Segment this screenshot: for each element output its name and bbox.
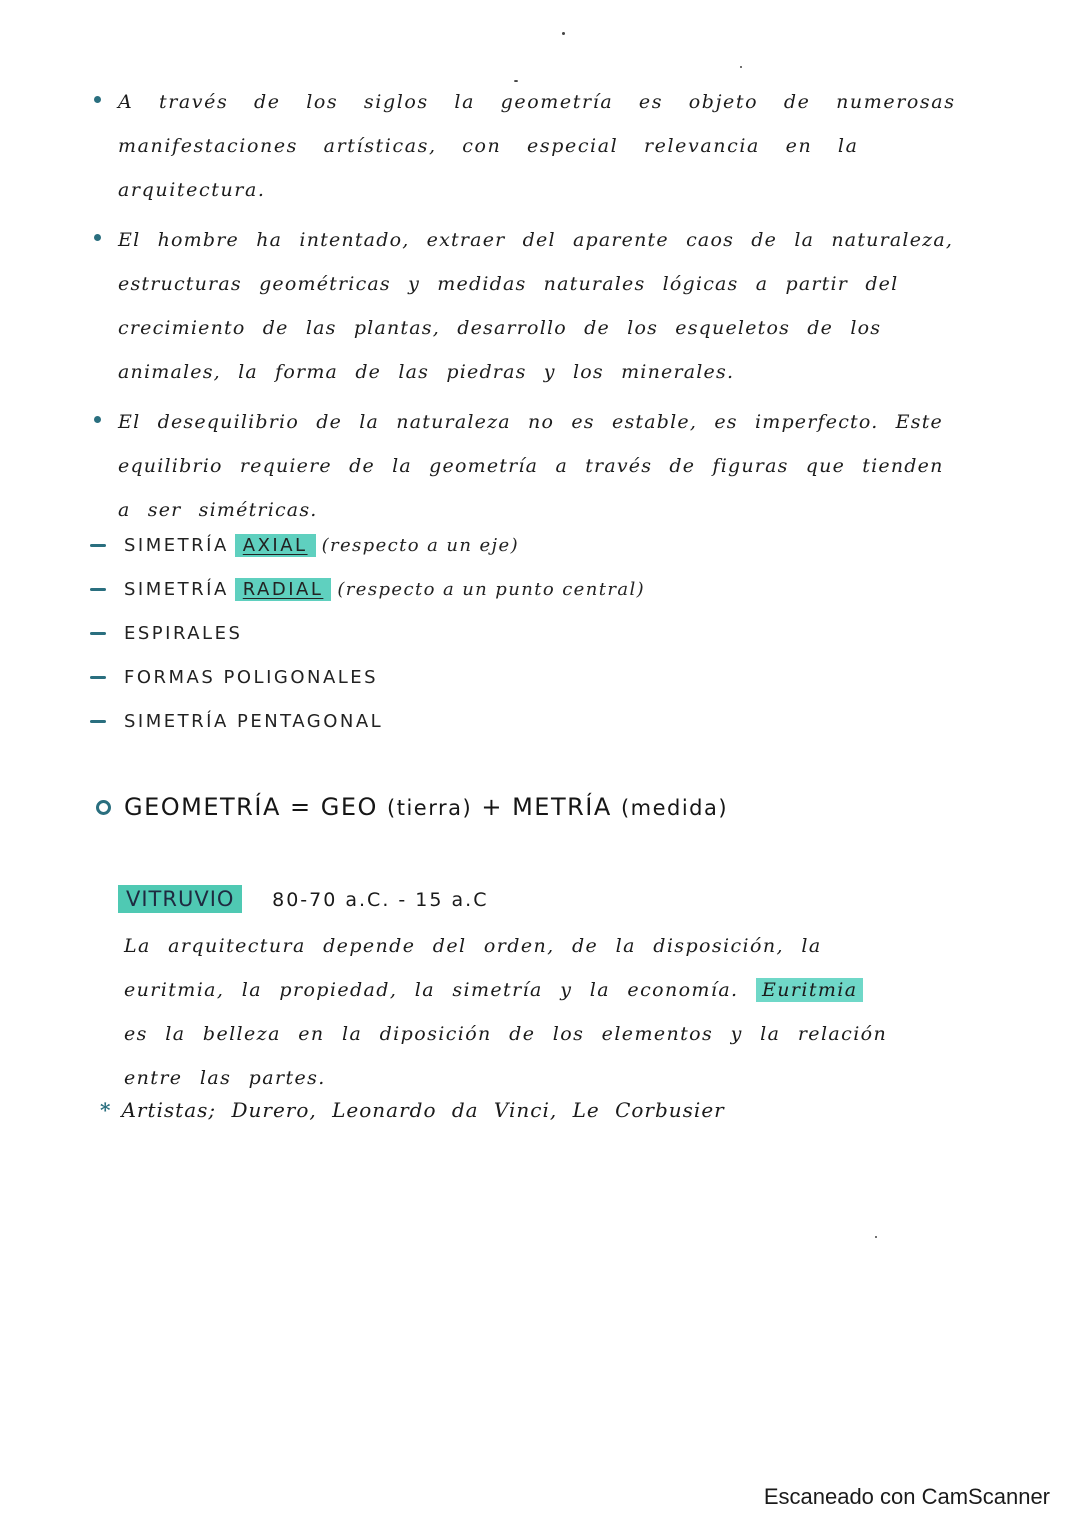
bullet-item [92,80,972,212]
formula-geo: GEO [320,793,378,821]
symmetry-prefix: ESPIRALES [124,623,243,644]
vitruvio-dates: 80-70 a.C. - 15 a.C [272,889,489,911]
euritmia-highlight: Euritmia [756,978,864,1002]
geometry-formula [92,785,824,829]
symmetry-item [88,700,788,744]
dash-icon [90,632,106,635]
bullet-dot-icon [94,416,101,423]
scan-speck [875,1236,877,1238]
bullet-dot-icon [94,96,101,103]
symmetry-item [88,612,788,656]
symmetry-prefix: SIMETRÍA PENTAGONAL [124,711,384,732]
symmetry-note: (respecto a un eje) [321,535,519,556]
vitruvio-name: VITRUVIO [118,885,242,913]
bullet-text: A través de los siglos la geometría es objeto de numerosas manifestaciones artísticas, con especial relevancia en la arquitectura. [118,91,956,201]
symmetry-note: (respecto a un punto central) [337,579,646,600]
symmetry-prefix: SIMETRÍA [124,535,229,556]
dash-icon [90,720,106,723]
symmetry-prefix: FORMAS POLIGONALES [124,667,379,688]
vitruvio-text-after: es la belleza en la diposición de los elementos y la relación entre las partes. [124,1023,888,1089]
symmetry-item [88,568,788,612]
formula-lhs: GEOMETRÍA [124,793,281,821]
bullet-text: El hombre ha intentado, extraer del aparente caos de la naturaleza, estructuras geométricas y medidas naturales lógicas a partir del crecimiento de las plantas, desarrollo de los esqueletos de los animales, la forma de las piedras y los minerales. [118,229,954,383]
bullet-text: El desequilibrio de la naturaleza no es estable, es imperfecto. Este equilibrio requiere de la geometría a través de figuras que tienden a ser simétricas. [118,411,944,521]
dash-icon [90,588,106,591]
bullet-item [92,218,972,394]
formula-metria: METRÍA [512,793,612,821]
formula-eq: = [290,793,312,821]
formula-geo-meaning: (tierra) [387,796,473,820]
symmetry-item [88,656,788,700]
bullet-item [92,400,972,532]
vitruvio-paragraph [124,924,904,1100]
highlight-term: AXIAL [235,534,316,557]
formula-plus: + [481,793,503,821]
dash-icon [90,544,106,547]
scan-speck [562,32,565,35]
vitruvio-text-before: La arquitectura depende del orden, de la disposición, la euritmia, la propiedad, la simetría y la economía. [124,935,822,1001]
camscanner-watermark: Escaneado con CamScanner [763,1484,1050,1509]
symmetry-item [88,524,788,568]
formula-metria-meaning: (medida) [620,796,729,820]
artists-text: Artistas; Durero, Leonardo da Vinci, Le Corbusier [121,1098,725,1122]
vitruvio-heading [118,878,918,920]
highlight-term: RADIAL [235,578,332,601]
artists-line [100,1090,725,1130]
bullet-dot-icon [94,234,101,241]
symmetry-prefix: SIMETRÍA [124,579,229,600]
asterisk-icon: * [100,1098,112,1122]
circle-bullet-icon [96,800,111,815]
vitruvio-section [118,878,918,1100]
scan-speck [740,66,742,68]
dash-icon [90,676,106,679]
intro-bullets [92,80,972,538]
symmetry-list [88,524,788,744]
